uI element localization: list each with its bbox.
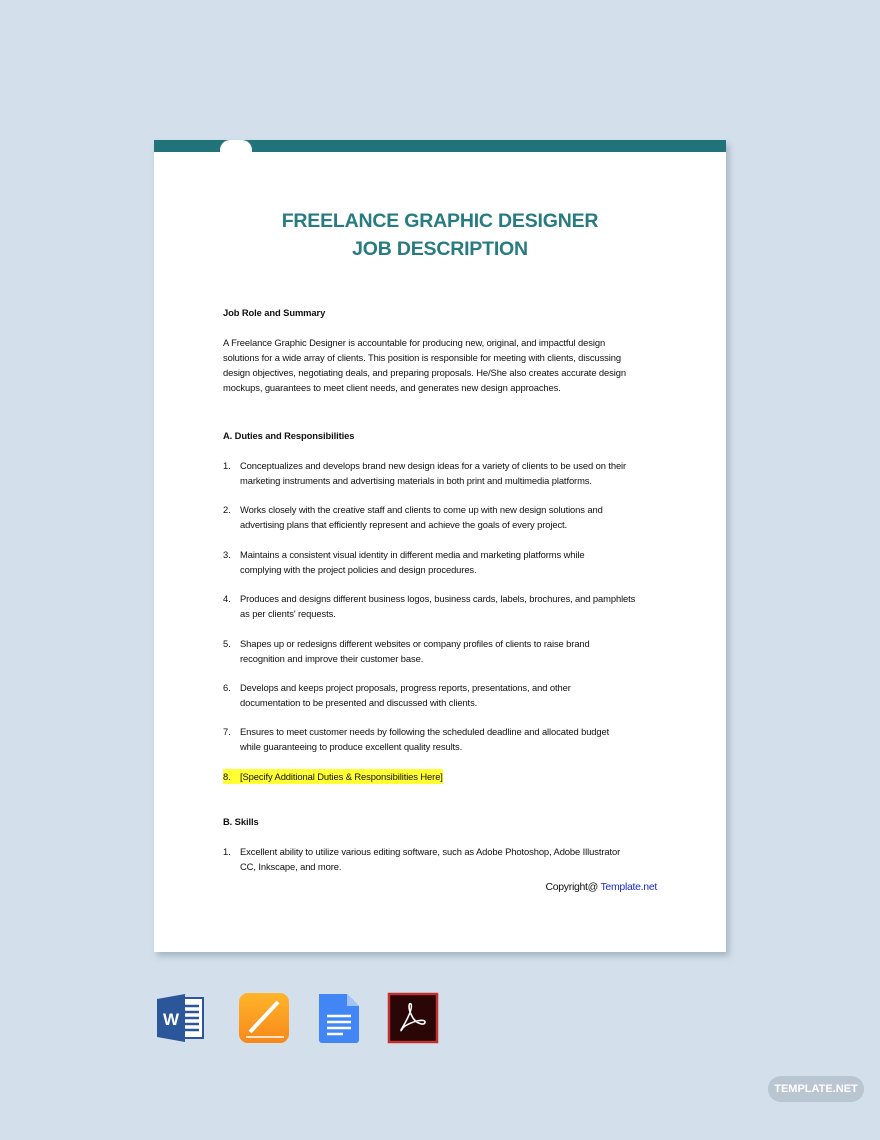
- pdf-icon[interactable]: [387, 992, 439, 1044]
- list-line: Excellent ability to utilize various editing software, such as Adobe Photoshop, Adobe Illustrator: [240, 846, 621, 857]
- list-number: 3.: [223, 549, 231, 560]
- list-line: Works closely with the creative staff and clients to come up with new design solutions and: [240, 504, 603, 515]
- svg-text:W: W: [162, 1010, 180, 1029]
- list-number: 7.: [223, 726, 231, 737]
- doc-title-line-1: FREELANCE GRAPHIC DESIGNER: [281, 210, 599, 232]
- list-line: Maintains a consistent visual identity in different media and marketing platforms while: [240, 549, 585, 560]
- list-line: while guaranteeing to produce excellent quality results.: [240, 741, 463, 752]
- summary-paragraph: [223, 335, 626, 395]
- summary-heading: Job Role and Summary: [223, 307, 326, 318]
- list-line: marketing instruments and advertising materials in both print and multimedia platforms.: [240, 475, 592, 486]
- list-line: Conceptualizes and develops brand new design ideas for a variety of clients to be used on their: [240, 460, 627, 471]
- list-text: [240, 636, 590, 666]
- list-line: as per clients' requests.: [240, 608, 336, 619]
- list-line: complying with the project policies and design procedures.: [240, 564, 477, 575]
- list-line: recognition and improve their customer base.: [240, 653, 424, 664]
- list-number: 2.: [223, 504, 231, 515]
- list-number: 8.: [223, 769, 241, 784]
- list-line: Shapes up or redesigns different websites or company profiles of clients to raise brand: [240, 638, 590, 649]
- list-line: Develops and keeps project proposals, progress reports, presentations, and other: [240, 682, 571, 693]
- document-page: [154, 140, 726, 952]
- list-number: 6.: [223, 682, 231, 693]
- list-line: documentation to be presented and discussed with clients.: [240, 697, 478, 708]
- summary-line: A Freelance Graphic Designer is accountable for producing new, original, and impactful design: [223, 337, 606, 348]
- list-number: 1.: [223, 846, 231, 857]
- list-number: 1.: [223, 460, 231, 471]
- doc-title-line-2: JOB DESCRIPTION: [352, 238, 528, 260]
- word-icon[interactable]: [155, 992, 207, 1044]
- list-text: [240, 844, 620, 874]
- pages-icon[interactable]: [238, 992, 290, 1044]
- skills-heading: B. Skills: [223, 816, 259, 827]
- list-text: [240, 680, 571, 710]
- list-number: 4.: [223, 593, 231, 604]
- list-text: [240, 769, 443, 784]
- copyright-link[interactable]: Template.net: [600, 881, 657, 893]
- list-line: CC, Inkscape, and more.: [240, 861, 342, 872]
- copyright: [545, 881, 657, 893]
- copyright-prefix: Copyright@: [545, 881, 601, 893]
- list-text: [240, 458, 626, 488]
- template-net-badge[interactable]: TEMPLATE.NET: [768, 1076, 864, 1102]
- list-text: [240, 547, 584, 577]
- header-tab: [220, 140, 252, 156]
- summary-line: solutions for a wide array of clients. This position is responsible for meeting with clients, discussing: [223, 352, 621, 363]
- list-text: [240, 724, 609, 754]
- duties-heading: A. Duties and Responsibilities: [223, 430, 355, 441]
- summary-line: mockups, guarantees to meet client needs, and generates new design approaches.: [223, 382, 561, 393]
- list-number: 5.: [223, 638, 231, 649]
- list-line: Produces and designs different business logos, business cards, labels, brochures, and pamphlets: [240, 593, 636, 604]
- list-line: Ensures to meet customer needs by following the scheduled deadline and allocated budget: [240, 726, 610, 737]
- google-docs-icon[interactable]: [313, 992, 365, 1044]
- list-line: [Specify Additional Duties & Responsibilities Here]: [240, 771, 443, 782]
- summary-line: design objectives, negotiating deals, and preparing proposals. He/She also creates accurate design: [223, 367, 626, 378]
- list-text: [240, 502, 603, 532]
- list-line: advertising plans that efficiently represent and achieve the goals of every project.: [240, 519, 568, 530]
- list-text: [240, 591, 635, 621]
